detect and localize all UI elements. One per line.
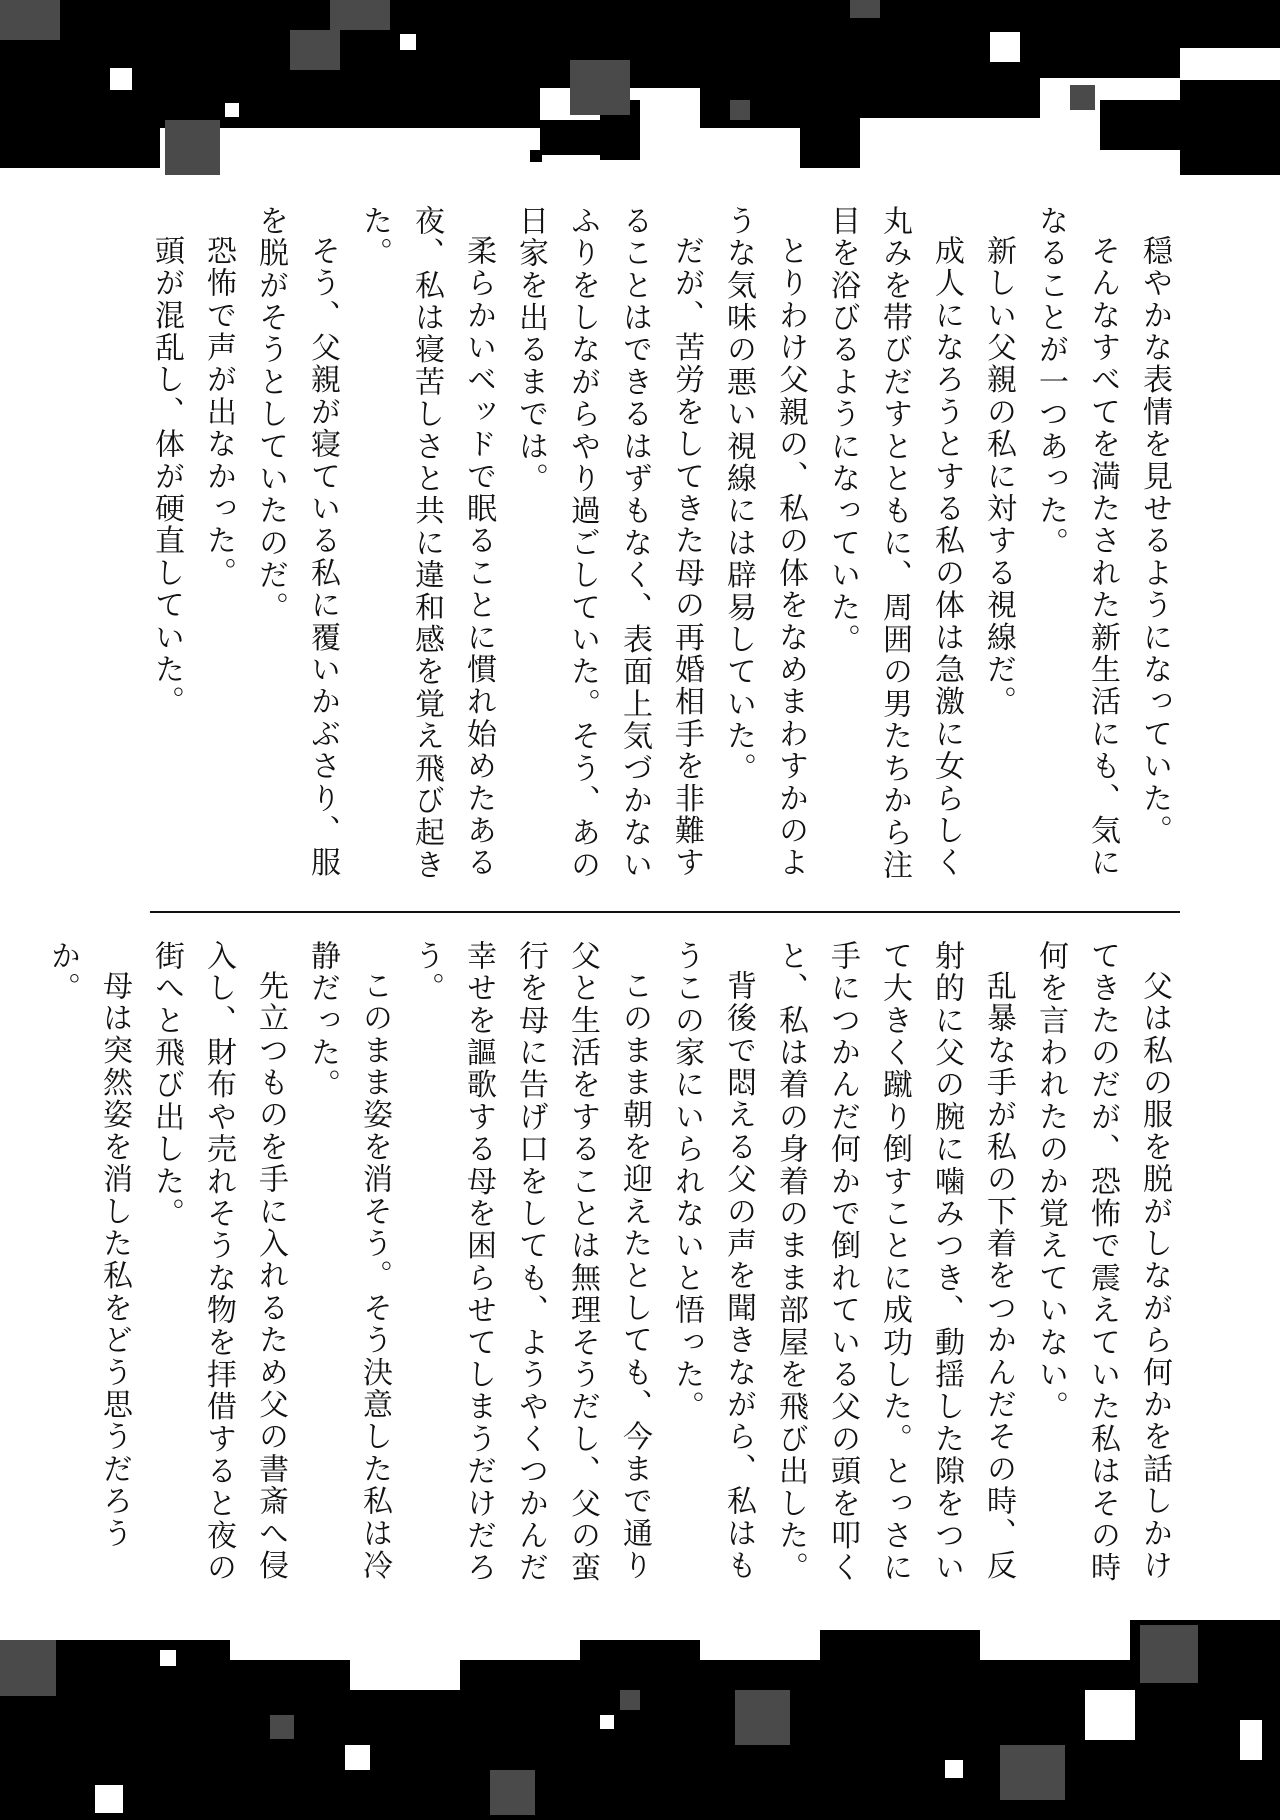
paragraph: 乱暴な手が私の下着をつかんだその時、反射的に父の腕に噛みつき、動揺した隙をついて大きく蹴り倒すことに成功した。とっさに手につかんだ何かで倒れている父の頭を叩くと、私は着の身着のまま部屋を飛び出した。 [773,940,1016,1585]
bottom-pixel-border [0,1620,1280,1820]
paragraph: 柔らかいベッドで眠ることに慣れ始めたある夜、私は寝苦しさと共に違和感を覚え飛び起きた。 [357,205,496,882]
paragraph: このまま朝を迎えたとしても、今まで通り父と生活をすることは無理そうだし、父の蛮行を母に告げ口をしても、ようやくつかんだ幸せを謳歌する母を困らせてしまうだけだろう。 [409,940,652,1584]
paragraph: 新しい父親の私に対する視線だ。 [981,235,1016,718]
top-pixel-pattern [0,0,1280,190]
section-divider [150,911,1180,913]
upper-vertical-text [140,205,1180,885]
paragraph: 父は私の服を脱がしながら何かを話しかけてきたのだが、恐怖で震えていた私はその時何を言われたのか覚えていない。 [1033,940,1172,1584]
paragraph: 母は突然姿を消した私をどう思うだろうか。 [45,940,132,1550]
paragraph: 穏やかな表情を見せるようになっていた。 [1137,235,1172,847]
lower-text-section [45,940,1180,1600]
bottom-pixel-pattern [0,1620,1280,1820]
paragraph: 先立つものを手に入れるため父の書斎へ侵入し、財布や売れそうな物を拝借すると夜の街へと飛び出した。 [149,940,288,1584]
paragraph: そんなすべてを満たされた新生活にも、気になることが一つあった。 [1033,205,1120,879]
top-pixel-border [0,0,1280,190]
upper-text-section [150,205,1180,885]
paragraph: とりわけ父親の、私の体をなめまわすかのような気味の悪い視線には辟易していた。 [721,205,808,879]
paragraph: 背後で悶える父の声を聞きながら、私はもうこの家にいられないと悟った。 [669,940,756,1582]
paragraph: だが、苦労をしてきた母の再婚相手を非難することはできるはずもなく、表面上気づかないふりをしながらやり過ごしていた。そう、あの日家を出るまでは。 [513,205,704,882]
lower-vertical-text [36,940,1180,1600]
paragraph: 頭が混乱し、体が硬直していた。 [149,235,184,718]
paragraph: このまま姿を消そう。そう決意した私は冷静だった。 [305,940,392,1582]
paragraph: そう、父親が寝ている私に覆いかぶさり、服を脱がそうとしていたのだ。 [253,205,340,879]
paragraph: 成人になろうとする私の体は急激に女らしく丸みを帯びだすとともに、周囲の男たちから注目を浴びるようになっていた。 [825,205,964,882]
paragraph: 恐怖で声が出なかった。 [201,235,236,590]
